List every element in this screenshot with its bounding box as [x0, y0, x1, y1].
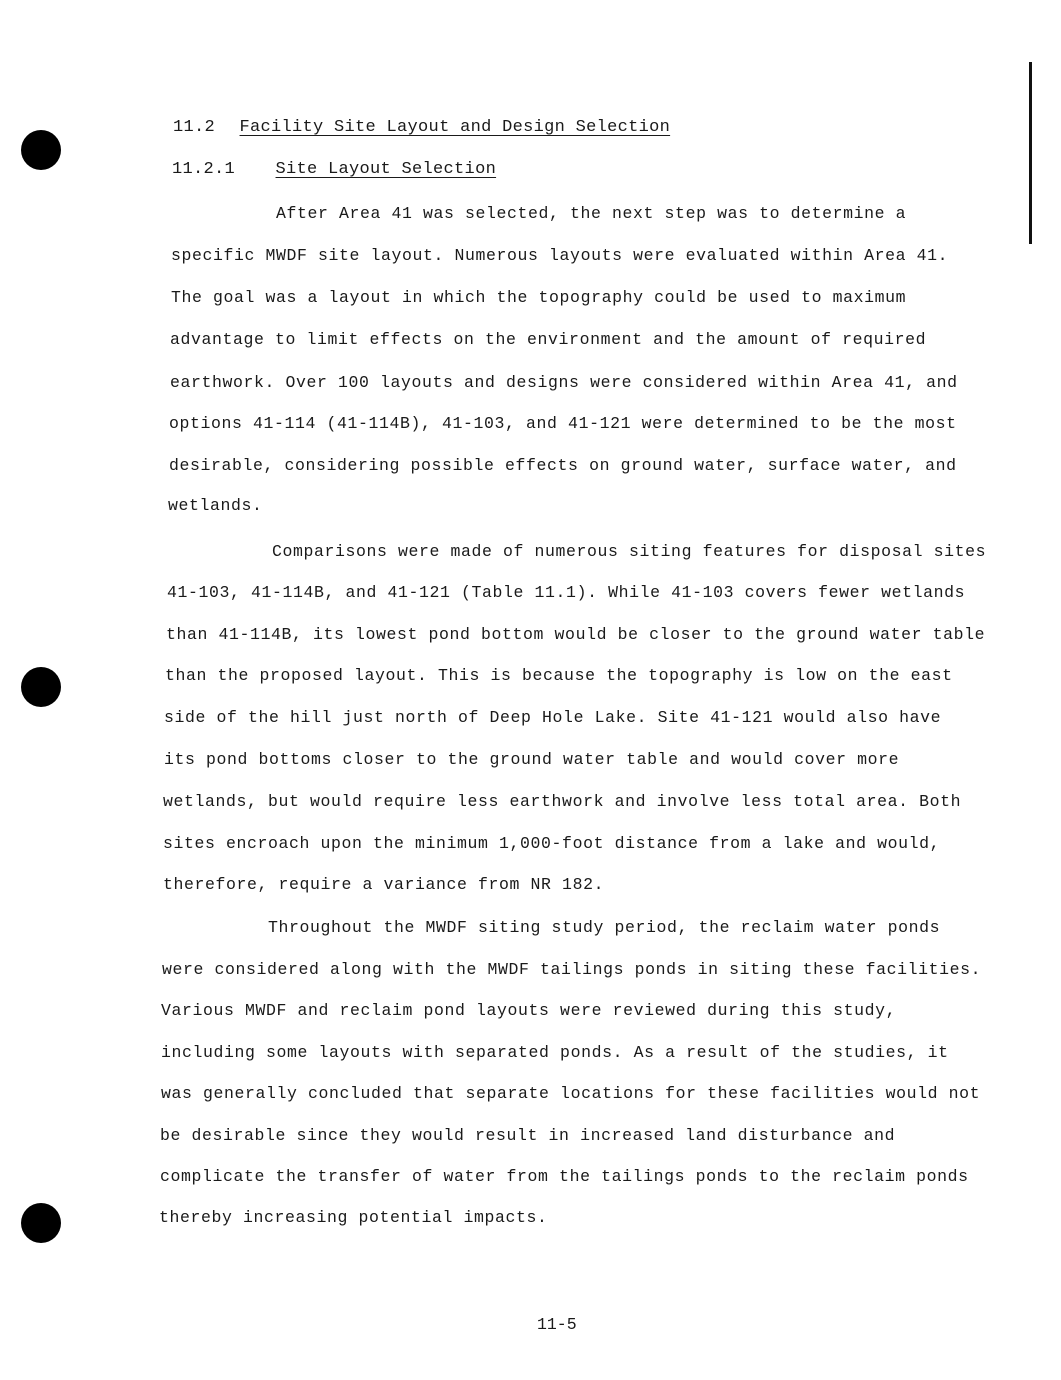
section-number: 11.2	[173, 118, 216, 137]
binder-hole-top	[21, 130, 61, 170]
paragraph-line: than 41-114B, its lowest pond bottom would be closer to the ground water table	[166, 625, 986, 644]
paragraph-line: thereby increasing potential impacts.	[159, 1208, 548, 1227]
paragraph-line: were considered along with the MWDF tailings ponds in siting these facilities.	[162, 960, 982, 979]
revision-bar	[1029, 62, 1032, 244]
paragraph-line: specific MWDF site layout. Numerous layouts were evaluated within Area 41.	[171, 246, 949, 265]
paragraph-line: sites encroach upon the minimum 1,000-foot distance from a lake and would,	[163, 834, 941, 853]
paragraph-line: Comparisons were made of numerous siting features for disposal sites	[272, 542, 987, 561]
paragraph-line: earthwork. Over 100 layouts and designs were considered within Area 41, and	[170, 373, 958, 392]
page-number: 11-5	[537, 1315, 577, 1334]
paragraph-line: than the proposed layout. This is because the topography is low on the east	[165, 666, 953, 685]
paragraph-line: was generally concluded that separate locations for these facilities would not	[161, 1084, 981, 1103]
paragraph-line: be desirable since they would result in increased land disturbance and	[160, 1126, 896, 1145]
section-title: Facility Site Layout and Design Selection	[239, 118, 671, 137]
paragraph-line: After Area 41 was selected, the next step was to determine a	[276, 204, 907, 223]
binder-hole-middle	[21, 667, 61, 707]
paragraph-line: complicate the transfer of water from the tailings ponds to the reclaim ponds	[160, 1167, 969, 1186]
subsection-heading	[172, 160, 496, 179]
subsection-title: Site Layout Selection	[275, 160, 497, 179]
paragraph-line: therefore, require a variance from NR 182.	[163, 875, 605, 894]
paragraph-line: Throughout the MWDF siting study period, the reclaim water ponds	[268, 918, 941, 937]
paragraph-line: advantage to limit effects on the environment and the amount of required	[170, 330, 927, 349]
paragraph-line: its pond bottoms closer to the ground water table and would cover more	[164, 750, 900, 769]
paragraph-line: options 41-114 (41-114B), 41-103, and 41-121 were determined to be the most	[169, 414, 957, 433]
subsection-number: 11.2.1	[172, 160, 236, 179]
paragraph-line: including some layouts with separated ponds. As a result of the studies, it	[161, 1043, 949, 1062]
paragraph-line: desirable, considering possible effects on ground water, surface water, and	[169, 456, 957, 475]
paragraph-line: side of the hill just north of Deep Hole Lake. Site 41-121 would also have	[164, 708, 942, 727]
paragraph-line: 41-103, 41-114B, and 41-121 (Table 11.1). While 41-103 covers fewer wetlands	[167, 583, 966, 602]
binder-hole-bottom	[21, 1203, 61, 1243]
paragraph-line: The goal was a layout in which the topography could be used to maximum	[171, 288, 907, 307]
paragraph-line: wetlands, but would require less earthwork and involve less total area. Both	[163, 792, 962, 811]
section-heading	[173, 118, 670, 137]
paragraph-line: wetlands.	[168, 496, 263, 515]
paragraph-line: Various MWDF and reclaim pond layouts were reviewed during this study,	[161, 1001, 897, 1020]
